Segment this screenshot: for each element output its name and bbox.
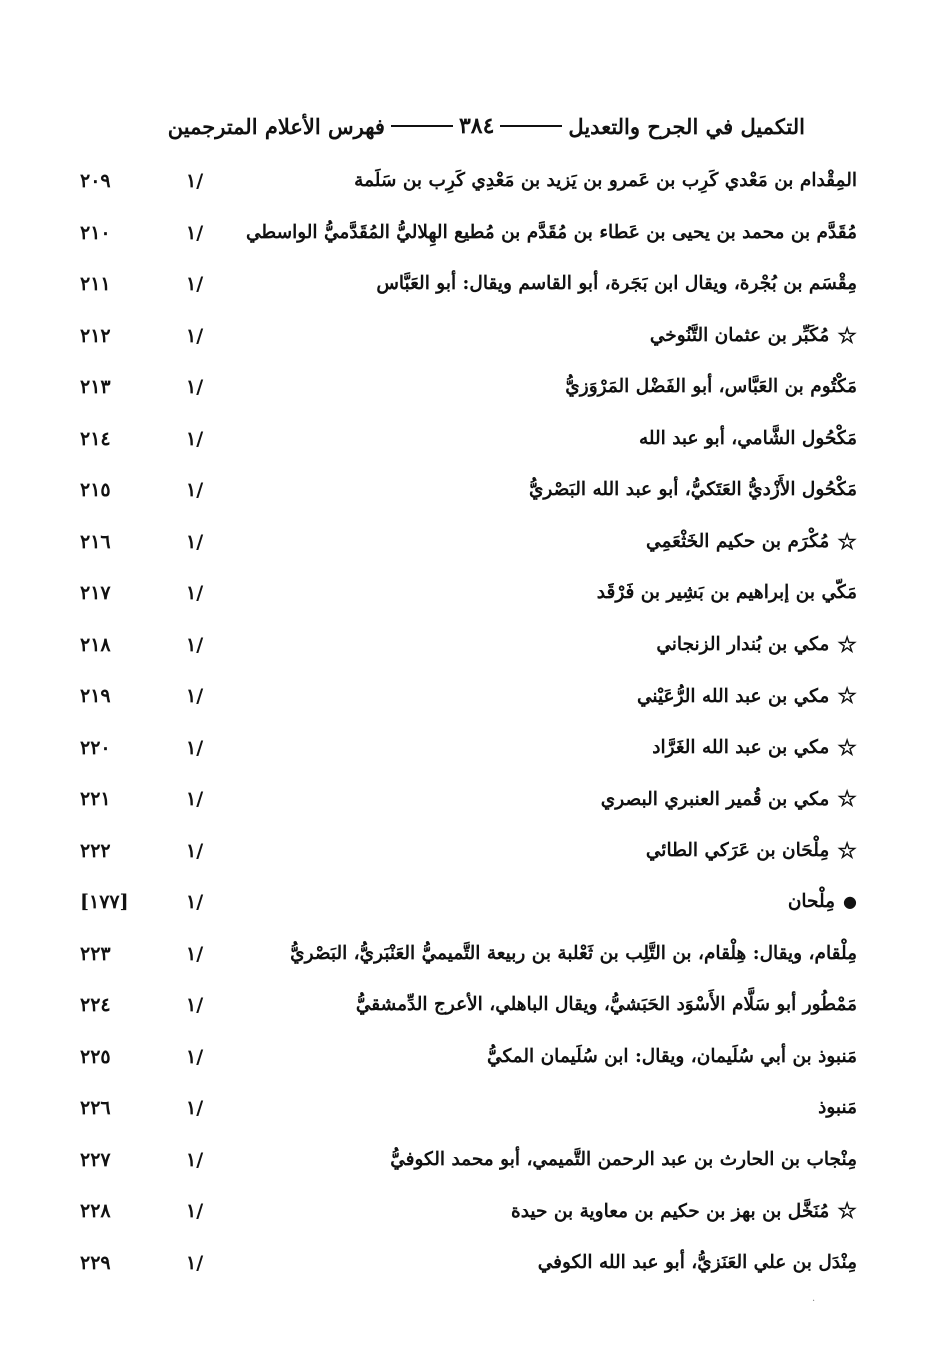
entry-name: مَمْطُور أبو سَلَّام الأَسْوَد الحَبَشيُّ، ويقال الباهلي، الأعرج الدِّمشقيُّ <box>355 994 857 1015</box>
section-title: فهرس الأعلام المترجمين <box>167 113 385 139</box>
index-entry <box>0 628 937 680</box>
index-entry <box>0 473 937 525</box>
entry-volume: ١/ <box>186 582 204 604</box>
entry-page: ٢١٨ <box>80 633 111 656</box>
entry-volume: ١/ <box>186 170 204 192</box>
entry-name: مكي بن عبد الله الرُّعَيْني <box>636 685 830 707</box>
entry-page: ٢١٩ <box>80 685 111 707</box>
filled-circle-icon: ● <box>843 891 857 911</box>
star-outline-icon: ☆ <box>837 528 857 555</box>
index-entry <box>0 885 937 937</box>
entry-name: مكي بن عبد الله الغَرَّاد <box>652 737 830 758</box>
entry-name: مُكَبِّر بن عثمان التَّنُوخي <box>649 325 830 346</box>
entry-volume: ١/ <box>186 1200 204 1222</box>
star-outline-icon: ☆ <box>837 734 857 761</box>
entry-name: مُقَدَّم بن محمد بن يحيى بن عَطاء بن مُقَدَّم بن مُطيع الهِلاليُّ المُقَدَّميُّ الواسطي <box>245 221 857 243</box>
entry-page: ٢١٧ <box>80 582 111 604</box>
entry-name-cell <box>639 428 857 449</box>
entry-volume: ١/ <box>186 994 204 1016</box>
entry-volume: ١/ <box>186 839 204 862</box>
entry-volume: ١/ <box>186 942 204 965</box>
index-entry <box>0 1091 937 1143</box>
entry-page: ٢٢٩ <box>80 1251 111 1274</box>
entry-name: مِلْحان <box>787 891 836 912</box>
index-entry <box>0 937 937 989</box>
entry-volume: ١/ <box>186 633 204 656</box>
star-outline-icon: ☆ <box>837 786 857 812</box>
entry-page: ٢٠٩ <box>80 170 111 192</box>
entry-name-cell <box>601 788 857 810</box>
entry-name-cell <box>637 685 857 707</box>
entry-name-cell <box>356 994 857 1015</box>
entry-name-cell <box>652 734 857 761</box>
entry-name-cell <box>656 631 857 658</box>
entry-name: مُكْرَم بن حكيم الخَثْعَمِي <box>646 531 830 552</box>
entry-volume: ١/ <box>186 273 204 295</box>
scan-speck: · <box>812 1296 816 1307</box>
entry-page: ٢١١ <box>80 273 111 295</box>
entry-name-cell <box>487 1046 857 1067</box>
index-entry <box>0 576 937 628</box>
index-entry <box>0 834 937 886</box>
entry-page: ٢٢٦ <box>80 1097 111 1119</box>
entry-name-cell <box>246 222 857 243</box>
star-outline-icon: ☆ <box>837 683 857 709</box>
index-list <box>0 164 937 1297</box>
header-dash <box>500 125 562 127</box>
index-entry <box>0 782 937 834</box>
index-entry <box>0 422 937 474</box>
index-entry <box>0 1194 937 1246</box>
index-entry <box>0 1040 937 1092</box>
entry-name: مكي بن بُندار الزنجاني <box>656 634 830 655</box>
entry-volume: ١/ <box>186 1097 204 1119</box>
index-entry <box>0 988 937 1040</box>
entry-page: ٢١٣ <box>80 376 111 398</box>
entry-volume: ١/ <box>186 736 204 759</box>
entry-name: مِنْجاب بن الحارث بن عبد الرحمن التَّميمي، أبو محمد الكوفيُّ <box>390 1148 857 1170</box>
entry-name: مَنبوذ بن أبي سُلَيمان، ويقال: ابن سُلَيمان المكيُّ <box>487 1045 857 1067</box>
entry-name-cell <box>390 1149 857 1170</box>
entry-name: مَكْتُوم بن العَبَّاس، أبو الفَضْل المَرْوَزيُّ <box>565 376 857 397</box>
entry-name-cell <box>354 170 857 191</box>
star-outline-icon: ☆ <box>837 837 857 864</box>
entry-volume: ١/ <box>186 685 204 707</box>
index-entry <box>0 1143 937 1195</box>
entry-name: مَكّي بن إبراهيم بن بَشِير بن فَرْقَد <box>596 582 857 603</box>
entry-name: المِقْدام بن مَعْدي كَرِب بن عَمرو بن يَزيد بن مَعْدِي كَرِب بن سَلَمة <box>354 170 857 191</box>
index-entry <box>0 216 937 268</box>
entry-name: مَكْحُول الشَّامي، أبو عبد الله <box>638 427 857 449</box>
entry-name-cell <box>376 273 857 294</box>
entry-name-cell <box>529 479 857 500</box>
header-dash <box>391 125 453 127</box>
entry-page: ٢١٢ <box>80 324 111 347</box>
entry-page: ٢٢٨ <box>80 1200 111 1222</box>
entry-name-cell <box>788 891 857 912</box>
entry-volume: ١/ <box>186 1251 204 1274</box>
entry-page: ٢١٠ <box>80 221 111 244</box>
entry-volume: ١/ <box>186 891 204 913</box>
entry-page: [١٧٧] <box>80 891 129 913</box>
entry-name-cell <box>597 582 857 603</box>
entry-page: ٢١٥ <box>80 479 111 501</box>
entry-name: مِقْسَم بن بُجْرة، ويقال ابن بَجَرة، أبو القاسم ويقال: أبو العَبَّاس <box>376 273 857 294</box>
entry-volume: ١/ <box>186 427 204 450</box>
entry-volume: ١/ <box>186 376 204 398</box>
entry-page: ٢٢٢ <box>80 839 111 862</box>
entry-name: مِنْدَل بن علي العَنَزيُّ، أبو عبد الله الكوفي <box>537 1251 857 1273</box>
entry-name-cell <box>818 1097 857 1118</box>
entry-page: ٢٢٥ <box>80 1045 111 1068</box>
page-number: ٣٨٤ <box>458 113 495 139</box>
entry-name: مكي بن قُمير العنبري البصري <box>600 788 830 810</box>
index-entry <box>0 267 937 319</box>
entry-name-cell <box>649 322 857 349</box>
running-header <box>167 108 805 144</box>
entry-volume: ١/ <box>186 1045 204 1068</box>
entry-name-cell <box>565 376 857 397</box>
entry-page: ٢٢٠ <box>80 736 111 759</box>
entry-name: مِلْحَان بن عَرَكي الطائي <box>645 840 830 861</box>
entry-page: ٢٢٣ <box>80 942 111 965</box>
entry-page: ٢٢١ <box>80 788 111 810</box>
entry-page: ٢١٦ <box>80 530 111 553</box>
index-entry <box>0 164 937 216</box>
index-entry <box>0 679 937 731</box>
entry-volume: ١/ <box>186 788 204 810</box>
entry-volume: ١/ <box>186 1148 204 1171</box>
index-entry <box>0 370 937 422</box>
entry-name-cell <box>538 1252 857 1273</box>
entry-name-cell <box>645 837 857 864</box>
entry-name-cell <box>511 1200 857 1222</box>
entry-volume: ١/ <box>186 530 204 553</box>
index-entry <box>0 731 937 783</box>
entry-name-cell <box>290 943 857 964</box>
book-title: التكميل في الجرح والتعديل <box>568 113 805 139</box>
star-outline-icon: ☆ <box>837 631 857 658</box>
entry-page: ٢٢٧ <box>80 1148 111 1171</box>
star-outline-icon: ☆ <box>837 1198 857 1224</box>
entry-volume: ١/ <box>186 221 204 244</box>
entry-volume: ١/ <box>186 479 204 501</box>
entry-name: مَنبوذ <box>818 1097 857 1118</box>
entry-name-cell <box>646 528 857 555</box>
entry-page: ٢٢٤ <box>80 994 111 1016</box>
entry-name: مُنَخَّل بن بهز بن حكيم بن معاوية بن حيدة <box>511 1200 830 1222</box>
entry-page: ٢١٤ <box>80 427 111 450</box>
index-entry <box>0 525 937 577</box>
entry-name: مَكْحُول الأَزْديُّ العَتَكيُّ، أبو عبد الله البَصْريُّ <box>528 479 857 500</box>
index-entry <box>0 1246 937 1298</box>
star-outline-icon: ☆ <box>837 322 857 349</box>
entry-volume: ١/ <box>186 324 204 347</box>
entry-name: مِلْقام، ويقال: هِلْقام، بن التَّلِب بن ثَعْلبة بن ربيعة التَّميميُّ العَنْبَريُّ، البَصْريُّ <box>290 942 857 964</box>
index-entry <box>0 319 937 371</box>
